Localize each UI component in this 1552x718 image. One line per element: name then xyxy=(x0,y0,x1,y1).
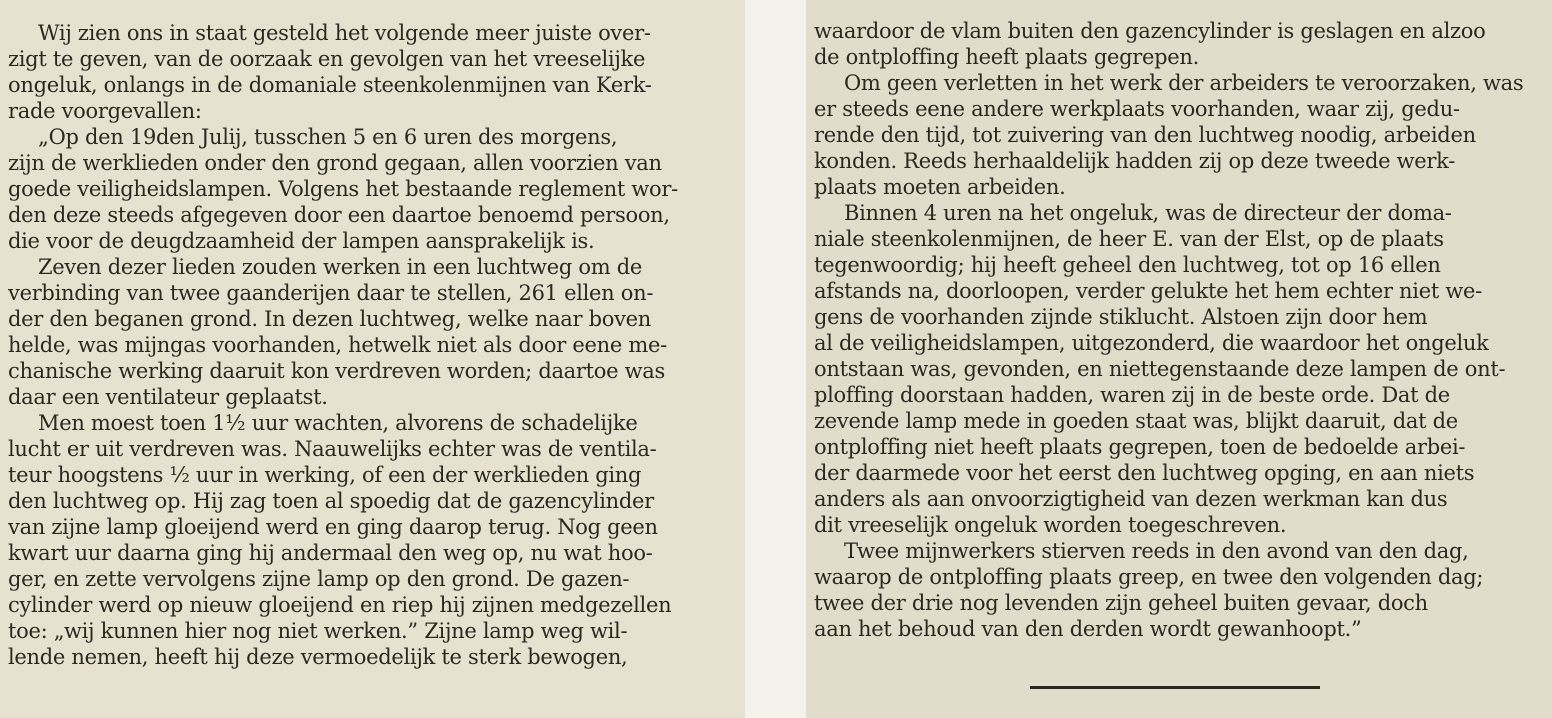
text-line: der den beganen grond. In dezen luchtweg, welke naar boven xyxy=(8,307,652,331)
text-line: rade voorgevallen: xyxy=(8,99,202,123)
text-line: kwart uur daarna ging hij andermaal den weg op, nu wat hoo- xyxy=(8,541,653,565)
text-line: dit vreeselijk ongeluk worden toegeschreven. xyxy=(814,513,1287,537)
text-line: de ontploffing heeft plaats gegrepen. xyxy=(814,45,1199,69)
text-line: Binnen 4 uren na het ongeluk, was de directeur der doma- xyxy=(844,201,1452,225)
article-column-left xyxy=(0,0,745,718)
column-gutter xyxy=(745,0,806,718)
text-line: ontstaan was, gevonden, en niettegenstaande deze lampen de ont- xyxy=(814,357,1506,381)
text-line: zigt te geven, van de oorzaak en gevolgen van het vreeselijke xyxy=(8,47,646,71)
text-line: zevende lamp mede in goeden staat was, blijkt daaruit, dat de xyxy=(814,409,1458,433)
text-line: chanische werking daaruit kon verdreven worden; daartoe was xyxy=(8,359,665,383)
text-line: lucht er uit verdreven was. Naauwelijks echter was de ventila- xyxy=(8,437,657,461)
text-line: al de veiligheidslampen, uitgezonderd, die waardoor het ongeluk xyxy=(814,331,1489,355)
text-line: lende nemen, heeft hij deze vermoedelijk te sterk bewogen, xyxy=(8,645,628,669)
article-column-right xyxy=(806,0,1552,718)
text-line: „Op den 19den Julij, tusschen 5 en 6 uren des morgens, xyxy=(38,125,618,149)
text-line: ger, en zette vervolgens zijne lamp op den grond. De gazen- xyxy=(8,567,630,591)
text-line: der daarmede voor het eerst den luchtweg opging, en aan niets xyxy=(814,461,1475,485)
text-line: afstands na, doorloopen, verder gelukte het hem echter niet we- xyxy=(814,279,1482,303)
text-line: Twee mijnwerkers stierven reeds in den avond van den dag, xyxy=(844,539,1469,563)
text-line: Om geen verletten in het werk der arbeiders te veroorzaken, was xyxy=(844,71,1524,95)
text-line: waarop de ontploffing plaats greep, en twee den volgenden dag; xyxy=(814,565,1484,589)
text-line: verbinding van twee gaanderijen daar te stellen, 261 ellen on- xyxy=(8,281,654,305)
text-line: ploffing doorstaan hadden, waren zij in de beste orde. Dat de xyxy=(814,383,1450,407)
text-line: waardoor de vlam buiten den gazencylinder is geslagen en alzoo xyxy=(814,19,1486,43)
text-line: er steeds eene andere werkplaats voorhanden, waar zij, gedu- xyxy=(814,97,1460,121)
text-line: zijn de werklieden onder den grond gegaan, allen voorzien van xyxy=(8,151,662,175)
text-line: den deze steeds afgegeven door een daartoe benoemd persoon, xyxy=(8,203,670,227)
section-rule-bottom xyxy=(1030,686,1320,689)
text-line: helde, was mijngas voorhanden, hetwelk niet als door eene me- xyxy=(8,333,667,357)
text-line: aan het behoud van den derden wordt gewanhoopt.” xyxy=(814,617,1362,641)
text-line: die voor de deugdzaamheid der lampen aansprakelijk is. xyxy=(8,229,595,253)
text-line: Men moest toen 1½ uur wachten, alvorens de schadelijke xyxy=(38,411,638,435)
text-line: gens de voorhanden zijnde stiklucht. Alstoen zijn door hem xyxy=(814,305,1428,329)
text-line: daar een ventilateur geplaatst. xyxy=(8,385,328,409)
text-line: plaats moeten arbeiden. xyxy=(814,175,1066,199)
text-line: rende den tijd, tot zuivering van den luchtweg noodig, arbeiden xyxy=(814,123,1476,147)
text-line: den luchtweg op. Hij zag toen al spoedig dat de gazencylinder xyxy=(8,489,654,513)
text-line: ongeluk, onlangs in de domaniale steenkolenmijnen van Kerk- xyxy=(8,73,652,97)
text-line: ontploffing niet heeft plaats gegrepen, toen de bedoelde arbei- xyxy=(814,435,1466,459)
text-line: van zijne lamp gloeijend werd en ging daarop terug. Nog geen xyxy=(8,515,658,539)
text-line: anders als aan onvoorzigtigheid van dezen werkman kan dus xyxy=(814,487,1448,511)
text-line: Wij zien ons in staat gesteld het volgende meer juiste over- xyxy=(38,21,651,45)
text-line: Zeven dezer lieden zouden werken in een luchtweg om de xyxy=(38,255,642,279)
text-line: toe: „wij kunnen hier nog niet werken.” Zijne lamp weg wil- xyxy=(8,619,628,643)
text-line: tegenwoordig; hij heeft geheel den luchtweg, tot op 16 ellen xyxy=(814,253,1441,277)
text-line: konden. Reeds herhaaldelijk hadden zij op deze tweede werk- xyxy=(814,149,1456,173)
text-line: goede veiligheidslampen. Volgens het bestaande reglement wor- xyxy=(8,177,678,201)
text-line: niale steenkolenmijnen, de heer E. van der Elst, op de plaats xyxy=(814,227,1444,251)
text-line: twee der drie nog levenden zijn geheel buiten gevaar, doch xyxy=(814,591,1428,615)
text-line: teur hoogstens ½ uur in werking, of een der werklieden ging xyxy=(8,463,642,487)
text-line: cylinder werd op nieuw gloeijend en riep hij zijnen medgezellen xyxy=(8,593,672,617)
